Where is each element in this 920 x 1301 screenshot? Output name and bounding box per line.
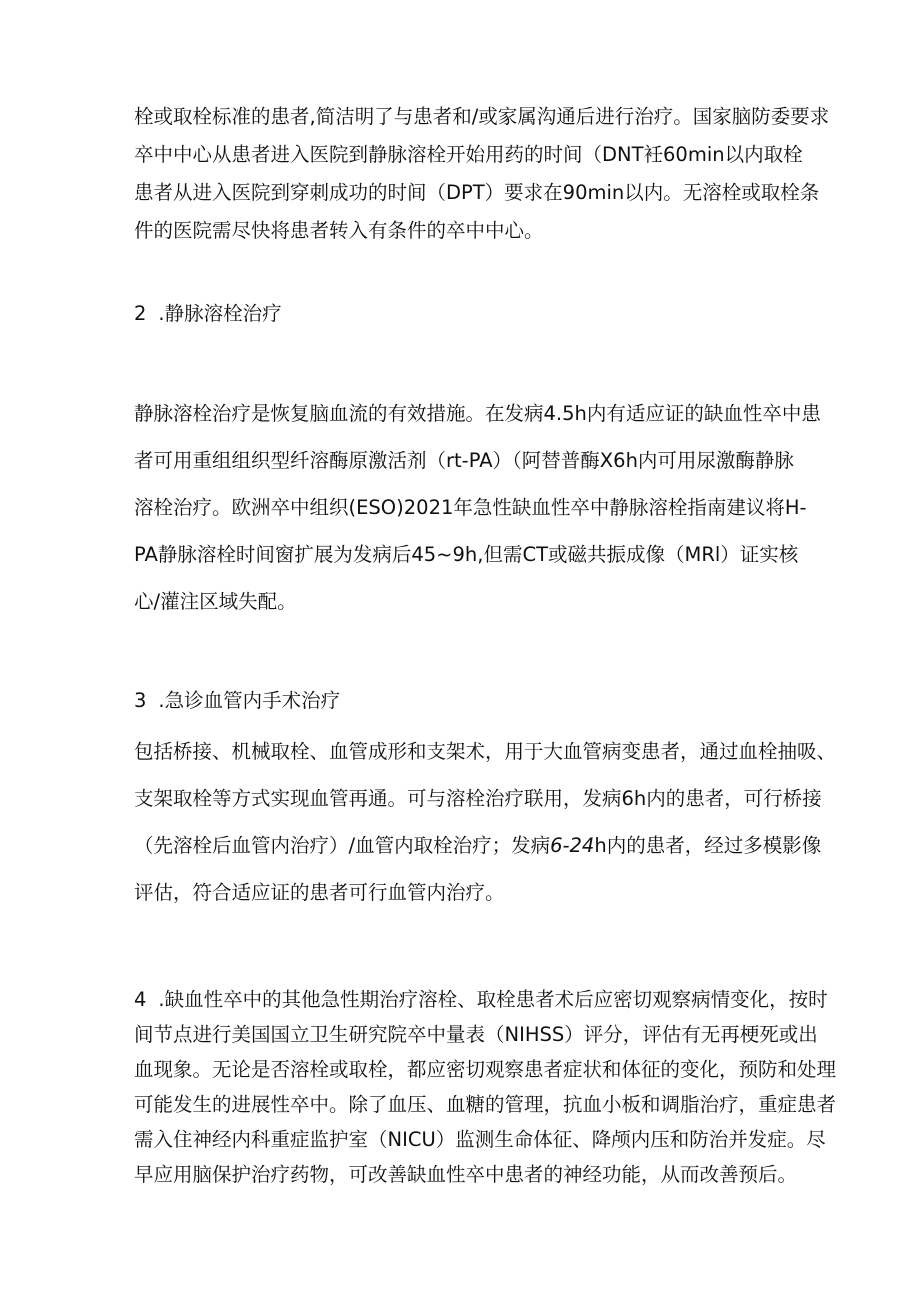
text-line: 需入住神经内科重症监护室（NICU）监测生命体征、降颅内压和防治并发症。尽 [134, 1128, 826, 1151]
italic-range: 6-24 [550, 834, 595, 857]
text-line: 卒中中心从患者进入医院到静脉溶栓开始用药的时间（DNT衽60min以内取栓 [134, 143, 803, 166]
text-line: 间节点进行美国国立卫生研究院卒中量表（NIHSS）评分，评估有无再梗死或出 [134, 1023, 818, 1046]
text-line: 早应用脑保护治疗药物，可改善缺血性卒中患者的神经功能，从而改善预后。 [134, 1163, 798, 1186]
section-number: 2 [134, 302, 147, 325]
text-line: PA静脉溶栓时间窗扩展为发病后45~9h,但需CT或磁共振成像（MRl）证实核 [134, 543, 799, 566]
text-line: 溶栓治疗。欧洲卒中组织(ESO)2021年急性缺血性卒中静脉溶栓指南建议将H- [134, 496, 807, 519]
section-3-body [134, 728, 837, 916]
text-line: 血现象。无论是否溶栓或取栓，都应密切观察患者症状和体征的变化，预防和处理 [134, 1058, 837, 1081]
text-line: 包括桥接、机械取栓、血管成形和支架术，用于大血管病变患者，通过血栓抽吸、 [134, 740, 837, 763]
text-line: 静脉溶栓治疗是恢复脑血流的有效措施。在发病4.5h内有适应证的缺血性卒中患 [134, 402, 821, 425]
section-4-first-line [134, 982, 828, 1017]
section-2-body [134, 390, 821, 625]
section-number: 4 [134, 988, 147, 1011]
section-3-heading [134, 686, 340, 716]
text-line: 者可用重组组织型纤溶酶原激活剂（rt-PA）（阿替普酶X6h内可用尿激酶静脉 [134, 449, 794, 472]
section-4-body [134, 982, 837, 1192]
section-2-heading [134, 299, 282, 329]
text-line: 栓或取栓标准的患者,简洁明了与患者和/或家属沟通后进行治疗。国家脑防委要求 [134, 105, 830, 128]
text-span: h内的患者，经过多模影像 [594, 834, 822, 857]
section-title: .静脉溶栓治疗 [158, 302, 282, 325]
text-line: 患者从进入医院到穿刺成功的时间（DPT）要求在90min以内。无溶栓或取栓条 [134, 181, 820, 204]
text-line: 可能发生的进展性卒中。除了血压、血糖的管理，抗血小板和调脂治疗，重症患者 [134, 1093, 837, 1116]
paragraph-intro [134, 98, 830, 250]
text-span: （先溶栓后血管内治疗）/血管内取栓治疗；发病 [134, 834, 551, 857]
text-line: 心/灌注区域失配。 [134, 590, 297, 613]
text-line: 支架取栓等方式实现血管再通。可与溶栓治疗联用，发病6h内的患者，可行桥接 [134, 787, 822, 810]
section-title: .急诊血管内手术治疗 [158, 689, 341, 712]
text-span: .缺血性卒中的其他急性期治疗溶栓、取栓患者术后应密切观察病情变化，按时 [158, 988, 828, 1011]
text-line: 件的医院需尽快将患者转入有条件的卒中中心。 [134, 219, 544, 242]
text-line: 评估，符合适应证的患者可行血管内治疗。 [134, 881, 505, 904]
text-line [134, 822, 822, 869]
section-number: 3 [134, 689, 147, 712]
